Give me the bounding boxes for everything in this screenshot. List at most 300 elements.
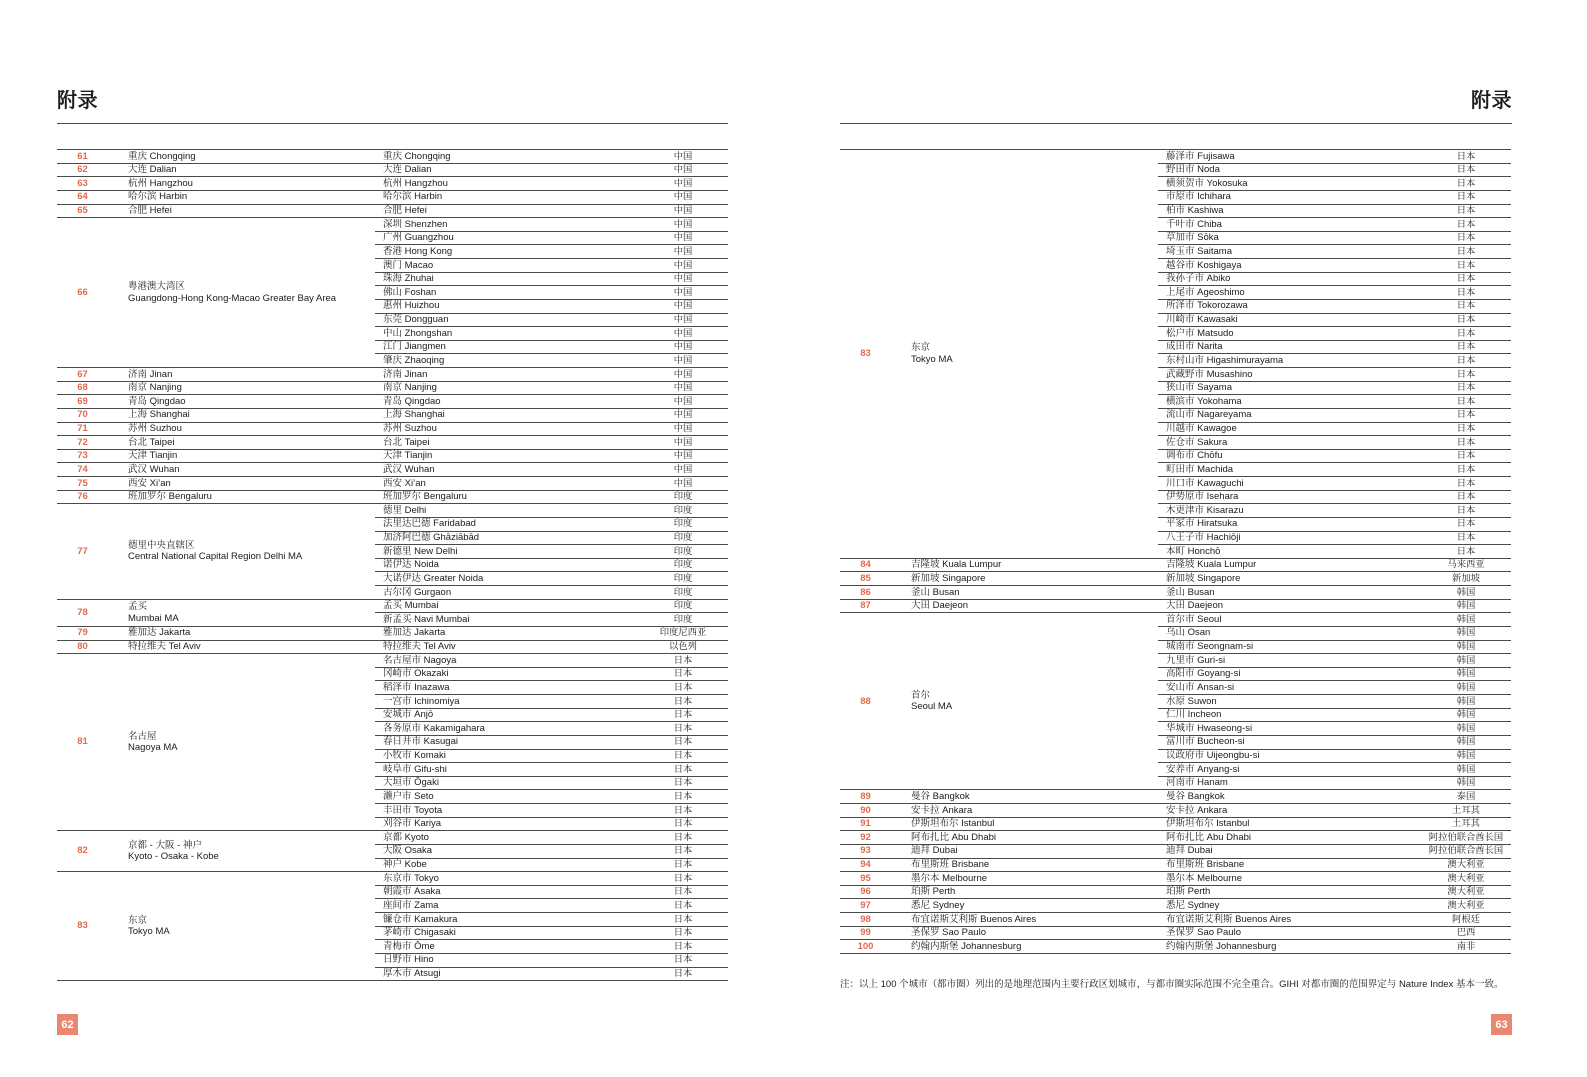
city-name: 南京 Nanjing [375, 382, 638, 396]
city-name: 西安 Xi’an [375, 477, 638, 491]
country-name: 日本 [1421, 314, 1511, 328]
country-name: 中国 [638, 164, 728, 178]
header-rule [57, 123, 728, 124]
country-name: 韩国 [1421, 627, 1511, 641]
region-name [891, 859, 1158, 873]
city-name: 澳门 Macao [375, 259, 638, 273]
region-name [891, 790, 1158, 804]
city-name: 墨尔本 Melbourne [1158, 872, 1421, 886]
city-name: 九里市 Guri-si [1158, 654, 1421, 668]
country-name: 日本 [1421, 518, 1511, 532]
city-name: 迪拜 Dubai [1158, 845, 1421, 859]
country-name: 日本 [1421, 504, 1511, 518]
country-name: 日本 [638, 927, 728, 941]
region-name-line: 伊斯坦布尔 Istanbul [911, 818, 995, 830]
rank-number: 76 [57, 491, 108, 505]
region-name-en: Kyoto - Osaka - Kobe [128, 851, 219, 863]
region-name-line: 南京 Nanjing [128, 382, 182, 394]
country-name: 中国 [638, 450, 728, 464]
country-name: 印度 [638, 545, 728, 559]
page-number: 63 [1491, 1014, 1512, 1035]
rank-number: 91 [840, 818, 891, 832]
country-name: 阿拉伯联合酋长国 [1421, 845, 1511, 859]
city-name: 丰田市 Toyota [375, 804, 638, 818]
city-name: 江门 Jiangmen [375, 341, 638, 355]
country-name: 日本 [1421, 477, 1511, 491]
country-name: 日本 [638, 790, 728, 804]
rank-number: 82 [57, 831, 108, 872]
city-name: 安养市 Anyang-si [1158, 763, 1421, 777]
country-name: 日本 [638, 722, 728, 736]
country-name: 日本 [638, 872, 728, 886]
region-name-line: 重庆 Chongqing [128, 150, 196, 162]
country-name: 日本 [638, 886, 728, 900]
header-rule [840, 123, 1512, 124]
region-name-line: 杭州 Hangzhou [128, 177, 193, 189]
rank-number: 90 [840, 804, 891, 818]
city-name: 东村山市 Higashimurayama [1158, 354, 1421, 368]
country-name: 印度 [638, 518, 728, 532]
region-name-line: 吉隆坡 Kuala Lumpur [911, 559, 1002, 571]
country-name: 中国 [638, 232, 728, 246]
city-name: 富川市 Bucheon-si [1158, 736, 1421, 750]
city-name: 藤泽市 Fujisawa [1158, 150, 1421, 164]
city-name: 伊势原市 Isehara [1158, 491, 1421, 505]
country-name: 中国 [638, 205, 728, 219]
region-name [891, 818, 1158, 832]
city-name: 武汉 Wuhan [375, 463, 638, 477]
city-name: 稻泽市 Inazawa [375, 681, 638, 695]
country-name: 日本 [638, 709, 728, 723]
country-name: 印度 [638, 600, 728, 614]
region-name-zh: 东京 [911, 342, 931, 354]
city-name: 佐仓市 Sakura [1158, 436, 1421, 450]
region-name-en: Nagoya MA [128, 742, 178, 754]
region-name [108, 504, 375, 599]
city-name: 孟买 Mumbai [375, 600, 638, 614]
rank-number: 85 [840, 572, 891, 586]
region-name-en: Tokyo MA [911, 353, 953, 365]
country-name: 日本 [638, 654, 728, 668]
country-name: 日本 [638, 668, 728, 682]
region-name-line: 天津 Tianjin [128, 450, 178, 462]
region-name [891, 804, 1158, 818]
region-name [108, 872, 375, 981]
city-name: 法里达巴德 Faridabad [375, 518, 638, 532]
region-name [108, 205, 375, 219]
region-name [108, 218, 375, 368]
city-name: 议政府市 Uijeongbu-si [1158, 750, 1421, 764]
rank-number: 100 [840, 940, 891, 954]
city-name: 惠州 Huizhou [375, 300, 638, 314]
city-name: 一宫市 Ichinomiya [375, 695, 638, 709]
city-name: 狭山市 Sayama [1158, 382, 1421, 396]
country-name: 泰国 [1421, 790, 1511, 804]
country-name: 日本 [1421, 382, 1511, 396]
country-name: 韩国 [1421, 722, 1511, 736]
region-name-line: 西安 Xi’an [128, 477, 171, 489]
region-name [108, 191, 375, 205]
region-name-en: Central National Capital Region Delhi MA [128, 551, 303, 563]
appendix-table [840, 149, 1511, 954]
country-name: 日本 [638, 777, 728, 791]
country-name: 中国 [638, 409, 728, 423]
city-name: 川越市 Kawagoe [1158, 423, 1421, 437]
city-name: 新孟买 Navi Mumbai [375, 613, 638, 627]
rank-number: 96 [840, 886, 891, 900]
rank-number: 77 [57, 504, 108, 599]
country-name: 日本 [638, 681, 728, 695]
rank-number: 61 [57, 150, 108, 164]
country-name: 日本 [1421, 368, 1511, 382]
city-name: 横须贺市 Yokosuka [1158, 177, 1421, 191]
rank-number: 71 [57, 423, 108, 437]
country-name: 中国 [638, 245, 728, 259]
region-name-line: 青岛 Qingdao [128, 395, 186, 407]
rank-number: 93 [840, 845, 891, 859]
country-name: 韩国 [1421, 654, 1511, 668]
country-name: 韩国 [1421, 709, 1511, 723]
city-name: 越谷市 Koshigaya [1158, 259, 1421, 273]
region-name [108, 150, 375, 164]
region-name [891, 899, 1158, 913]
city-name: 诺伊达 Noida [375, 559, 638, 573]
city-name: 阿布扎比 Abu Dhabi [1158, 831, 1421, 845]
region-name [891, 940, 1158, 954]
region-name [891, 886, 1158, 900]
rank-number: 69 [57, 395, 108, 409]
region-name-line: 圣保罗 Sao Paulo [911, 927, 986, 939]
page-right [793, 0, 1587, 1077]
region-name-line: 台北 Taipei [128, 436, 175, 448]
region-name [891, 613, 1158, 790]
region-name [891, 927, 1158, 941]
country-name: 日本 [638, 695, 728, 709]
region-name [108, 164, 375, 178]
country-name: 印度 [638, 586, 728, 600]
region-name [108, 831, 375, 872]
city-name: 圣保罗 Sao Paulo [1158, 927, 1421, 941]
city-name: 华城市 Hwaseong-si [1158, 722, 1421, 736]
country-name: 日本 [1421, 436, 1511, 450]
region-name-en: Tokyo MA [128, 926, 170, 938]
city-name: 各务原市 Kakamigahara [375, 722, 638, 736]
city-name: 濑户市 Seto [375, 790, 638, 804]
rank-number: 67 [57, 368, 108, 382]
rank-number: 98 [840, 913, 891, 927]
region-name-line: 约翰内斯堡 Johannesburg [911, 940, 1022, 952]
city-name: 重庆 Chongqing [375, 150, 638, 164]
city-name: 川口市 Kawaguchi [1158, 477, 1421, 491]
country-name: 日本 [1421, 232, 1511, 246]
city-name: 香港 Hong Kong [375, 245, 638, 259]
city-name: 横滨市 Yokohama [1158, 395, 1421, 409]
city-name: 济南 Jinan [375, 368, 638, 382]
region-name-line: 上海 Shanghai [128, 409, 190, 421]
country-name: 日本 [1421, 491, 1511, 505]
country-name: 中国 [638, 477, 728, 491]
city-name: 八王子市 Hachiōji [1158, 532, 1421, 546]
region-name-line: 墨尔本 Melbourne [911, 872, 988, 884]
city-name: 厚木市 Atsugi [375, 968, 638, 982]
city-name: 古尔冈 Gurgaon [375, 586, 638, 600]
city-name: 草加市 Sōka [1158, 232, 1421, 246]
country-name: 日本 [1421, 164, 1511, 178]
city-name: 吉隆坡 Kuala Lumpur [1158, 559, 1421, 573]
city-name: 朝霞市 Asaka [375, 886, 638, 900]
region-name [891, 913, 1158, 927]
region-name [891, 586, 1158, 600]
rank-number: 75 [57, 477, 108, 491]
country-name: 日本 [638, 954, 728, 968]
rank-number: 64 [57, 191, 108, 205]
region-name [108, 395, 375, 409]
city-name: 广州 Guangzhou [375, 232, 638, 246]
rank-number: 86 [840, 586, 891, 600]
region-name [891, 600, 1158, 614]
rank-number: 62 [57, 164, 108, 178]
country-name: 中国 [638, 354, 728, 368]
city-name: 町田市 Machida [1158, 463, 1421, 477]
region-name [108, 423, 375, 437]
region-name-line: 特拉维夫 Tel Aviv [128, 641, 201, 653]
country-name: 澳大利亚 [1421, 886, 1511, 900]
country-name: 土耳其 [1421, 818, 1511, 832]
country-name: 日本 [638, 913, 728, 927]
country-name: 韩国 [1421, 763, 1511, 777]
country-name: 韩国 [1421, 600, 1511, 614]
city-name: 首尔市 Seoul [1158, 613, 1421, 627]
country-name: 日本 [1421, 463, 1511, 477]
region-name [108, 477, 375, 491]
country-name: 印度 [638, 504, 728, 518]
region-name [108, 463, 375, 477]
country-name: 新加坡 [1421, 572, 1511, 586]
city-name: 伊斯坦布尔 Istanbul [1158, 818, 1421, 832]
rank-number: 89 [840, 790, 891, 804]
region-name-en: Mumbai MA [128, 612, 179, 624]
region-name [891, 150, 1158, 559]
region-name-zh: 粤港澳大湾区 [128, 281, 186, 293]
page-number: 62 [57, 1014, 78, 1035]
city-name: 天津 Tianjin [375, 450, 638, 464]
region-name-en: Seoul MA [911, 701, 953, 713]
country-name: 日本 [638, 899, 728, 913]
country-name: 日本 [1421, 532, 1511, 546]
rank-number: 73 [57, 450, 108, 464]
page-title: 附录 [57, 90, 98, 112]
rank-number: 94 [840, 859, 891, 873]
country-name: 日本 [638, 736, 728, 750]
city-name: 珀斯 Perth [1158, 886, 1421, 900]
city-name: 木更津市 Kisarazu [1158, 504, 1421, 518]
country-name: 中国 [638, 273, 728, 287]
city-name: 东莞 Dongguan [375, 314, 638, 328]
country-name: 澳大利亚 [1421, 859, 1511, 873]
region-name-en: Guangdong-Hong Kong-Macao Greater Bay Area [128, 292, 337, 304]
region-name [891, 559, 1158, 573]
region-name-line: 济南 Jinan [128, 368, 173, 380]
country-name: 日本 [638, 845, 728, 859]
region-name [108, 654, 375, 831]
country-name: 日本 [1421, 218, 1511, 232]
city-name: 台北 Taipei [375, 436, 638, 450]
city-name: 埼玉市 Saitama [1158, 245, 1421, 259]
country-name: 土耳其 [1421, 804, 1511, 818]
rank-number: 87 [840, 600, 891, 614]
rank-number: 66 [57, 218, 108, 368]
city-name: 上海 Shanghai [375, 409, 638, 423]
city-name: 仁川 Incheon [1158, 709, 1421, 723]
city-name: 哈尔滨 Harbin [375, 191, 638, 205]
country-name: 日本 [638, 804, 728, 818]
country-name: 韩国 [1421, 668, 1511, 682]
country-name: 中国 [638, 368, 728, 382]
city-name: 大连 Dalian [375, 164, 638, 178]
country-name: 日本 [1421, 150, 1511, 164]
city-name: 城南市 Seongnam-si [1158, 641, 1421, 655]
city-name: 茅崎市 Chigasaki [375, 927, 638, 941]
region-name-line: 苏州 Suzhou [128, 423, 182, 435]
region-name-zh: 孟买 [128, 601, 148, 613]
city-name: 名古屋市 Nagoya [375, 654, 638, 668]
country-name: 日本 [638, 831, 728, 845]
region-name [108, 382, 375, 396]
region-name [891, 845, 1158, 859]
country-name: 印度 [638, 559, 728, 573]
city-name: 雅加达 Jakarta [375, 627, 638, 641]
city-name: 约翰内斯堡 Johannesburg [1158, 940, 1421, 954]
city-name: 安城市 Anjō [375, 709, 638, 723]
country-name: 印度 [638, 613, 728, 627]
region-name [108, 450, 375, 464]
region-name-line: 雅加达 Jakarta [128, 627, 191, 639]
country-name: 日本 [1421, 191, 1511, 205]
city-name: 青岛 Qingdao [375, 395, 638, 409]
rank-number: 83 [57, 872, 108, 981]
city-name: 我孙子市 Abiko [1158, 273, 1421, 287]
rank-number: 81 [57, 654, 108, 831]
country-name: 日本 [1421, 205, 1511, 219]
country-name: 日本 [1421, 409, 1511, 423]
city-name: 苏州 Suzhou [375, 423, 638, 437]
rank-number: 78 [57, 600, 108, 627]
country-name: 日本 [1421, 273, 1511, 287]
city-name: 冈崎市 Okazaki [375, 668, 638, 682]
country-name: 中国 [638, 259, 728, 273]
country-name: 印度 [638, 572, 728, 586]
city-name: 高阳市 Goyang-si [1158, 668, 1421, 682]
city-name: 新加坡 Singapore [1158, 572, 1421, 586]
region-name [108, 600, 375, 627]
city-name: 杭州 Hangzhou [375, 177, 638, 191]
region-name-zh: 京都 - 大阪 - 神户 [128, 839, 202, 851]
city-name: 布里斯班 Brisbane [1158, 859, 1421, 873]
region-name-line: 布里斯班 Brisbane [911, 859, 990, 871]
region-name-line: 悉尼 Sydney [911, 899, 965, 911]
country-name: 日本 [1421, 327, 1511, 341]
rank-number: 72 [57, 436, 108, 450]
page-left [0, 0, 793, 1077]
country-name: 韩国 [1421, 681, 1511, 695]
country-name: 澳大利亚 [1421, 899, 1511, 913]
city-name: 新德里 New Delhi [375, 545, 638, 559]
country-name: 以色列 [638, 641, 728, 655]
city-name: 平冢市 Hiratsuka [1158, 518, 1421, 532]
country-name: 中国 [638, 218, 728, 232]
city-name: 安山市 Ansan-si [1158, 681, 1421, 695]
region-name-zh: 名古屋 [128, 730, 157, 742]
city-name: 武藏野市 Musashino [1158, 368, 1421, 382]
rank-number: 99 [840, 927, 891, 941]
city-name: 小牧市 Komaki [375, 750, 638, 764]
country-name: 日本 [638, 968, 728, 982]
city-name: 大阪 Osaka [375, 845, 638, 859]
region-name-line: 安卡拉 Ankara [911, 804, 973, 816]
city-name: 班加罗尔 Bengaluru [375, 491, 638, 505]
region-name [108, 177, 375, 191]
city-name: 本町 Honchō [1158, 545, 1421, 559]
city-name: 流山市 Nagareyama [1158, 409, 1421, 423]
country-name: 日本 [1421, 450, 1511, 464]
region-name-line: 曼谷 Bangkok [911, 790, 970, 802]
city-name: 野田市 Noda [1158, 164, 1421, 178]
country-name: 南非 [1421, 940, 1511, 954]
country-name: 中国 [638, 463, 728, 477]
city-name: 大垣市 Ōgaki [375, 777, 638, 791]
region-name-line: 合肥 Hefei [128, 205, 172, 217]
rank-number: 65 [57, 205, 108, 219]
city-name: 日野市 Hino [375, 954, 638, 968]
country-name: 日本 [1421, 245, 1511, 259]
city-name: 成田市 Narita [1158, 341, 1421, 355]
region-name [108, 409, 375, 423]
country-name: 韩国 [1421, 695, 1511, 709]
city-name: 珠海 Zhuhai [375, 273, 638, 287]
city-name: 春日井市 Kasugai [375, 736, 638, 750]
country-name: 日本 [1421, 177, 1511, 191]
city-name: 京都 Kyoto [375, 831, 638, 845]
city-name: 青梅市 Ōme [375, 940, 638, 954]
rank-number: 88 [840, 613, 891, 790]
country-name: 中国 [638, 423, 728, 437]
country-name: 日本 [638, 818, 728, 832]
region-name-line: 釜山 Busan [911, 586, 960, 598]
country-name: 日本 [1421, 300, 1511, 314]
city-name: 大诺伊达 Greater Noida [375, 572, 638, 586]
city-name: 深圳 Shenzhen [375, 218, 638, 232]
country-name: 阿拉伯联合酋长国 [1421, 831, 1511, 845]
city-name: 肇庆 Zhaoqing [375, 354, 638, 368]
city-name: 座间市 Zama [375, 899, 638, 913]
region-name-zh: 德里中央直辖区 [128, 539, 195, 551]
country-name: 中国 [638, 286, 728, 300]
region-name [108, 491, 375, 505]
city-name: 柏市 Kashiwa [1158, 205, 1421, 219]
city-name: 松户市 Matsudo [1158, 327, 1421, 341]
appendix-table [57, 149, 728, 981]
country-name: 韩国 [1421, 641, 1511, 655]
rank-number: 84 [840, 559, 891, 573]
country-name: 中国 [638, 382, 728, 396]
region-name-line: 阿布扎比 Abu Dhabi [911, 831, 997, 843]
city-name: 岐阜市 Gifu-shi [375, 763, 638, 777]
city-name: 镰仓市 Kamakura [375, 913, 638, 927]
city-name: 神户 Kobe [375, 859, 638, 873]
country-name: 中国 [638, 191, 728, 205]
city-name: 水原 Suwon [1158, 695, 1421, 709]
country-name: 日本 [638, 940, 728, 954]
